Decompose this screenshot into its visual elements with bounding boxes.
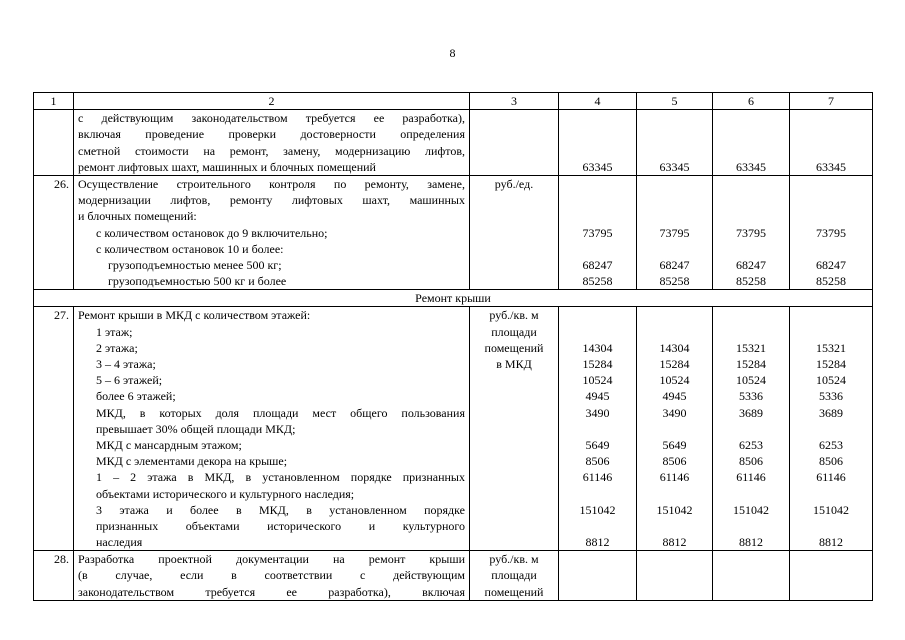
description-line: сметной стоимости на ремонт, замену, модернизацию лифтов, <box>78 143 465 158</box>
unit-label: руб./кв. м <box>489 308 539 323</box>
description-cell <box>74 175 470 289</box>
value: 4945 <box>585 389 610 404</box>
value-cell <box>637 551 713 601</box>
value: 73795 <box>736 225 766 240</box>
value: 3689 <box>739 405 763 420</box>
value: 8812 <box>819 535 843 550</box>
value: 8506 <box>585 454 610 469</box>
table-row <box>34 307 873 551</box>
value: 14304 <box>582 340 613 355</box>
value: 4945 <box>662 389 687 404</box>
description-cell <box>74 110 470 176</box>
unit-cell <box>470 175 559 289</box>
table-row <box>34 110 873 176</box>
value: 10524 <box>816 373 846 388</box>
section-title: Ремонт крыши <box>34 290 873 307</box>
value: 15321 <box>736 340 766 355</box>
section-row <box>34 290 873 307</box>
value: 8506 <box>819 454 843 469</box>
value: 68247 <box>736 257 766 272</box>
value: 5649 <box>662 437 687 452</box>
value: 3490 <box>662 405 687 420</box>
description-subitem: 1 – 2 этажа в МКД, в установленном порядке признанных <box>96 470 465 485</box>
unit-label: помещений <box>484 584 544 599</box>
description-line: (в случае, если в соответствии с действующим <box>78 568 465 583</box>
value: 5336 <box>739 389 763 404</box>
value-cell <box>559 551 637 601</box>
value-cell <box>713 175 790 289</box>
value: 14304 <box>659 340 690 355</box>
value: 73795 <box>659 225 690 240</box>
unit-label: помещений <box>484 340 544 355</box>
value: 10524 <box>659 373 690 388</box>
description-subitem: 3 – 4 этажа; <box>96 357 156 372</box>
description-subitem: с количеством остановок 10 и более: <box>96 241 284 256</box>
value: 68247 <box>582 257 613 272</box>
description-cell <box>74 551 470 601</box>
value: 8506 <box>662 454 687 469</box>
value: 151042 <box>733 502 769 517</box>
value-cell <box>637 110 713 176</box>
description-line: ремонт лифтовых шахт, машинных и блочных помещений <box>78 159 376 174</box>
value: 15284 <box>736 357 766 372</box>
description-subitem: 5 – 6 этажей; <box>96 373 163 388</box>
row-number: 28. <box>34 551 74 601</box>
value-cell <box>790 551 873 601</box>
table-row <box>34 175 873 289</box>
value-cell <box>559 110 637 176</box>
value: 8812 <box>585 535 610 550</box>
value-cell <box>790 175 873 289</box>
unit-cell <box>470 307 559 551</box>
value: 15284 <box>659 357 690 372</box>
value-column <box>713 307 790 551</box>
value: 8812 <box>739 535 763 550</box>
value: 3490 <box>585 405 610 420</box>
value: 10524 <box>736 373 766 388</box>
value: 151042 <box>813 502 849 517</box>
value: 85258 <box>659 274 690 289</box>
value: 15284 <box>582 357 613 372</box>
description-line: законодательством требуется ее разработка), включая <box>78 584 465 599</box>
value-cell <box>713 551 790 601</box>
value: 63345 <box>582 159 613 174</box>
value: 6253 <box>819 437 843 452</box>
unit-label: площади <box>491 568 537 583</box>
value: 61146 <box>816 470 846 485</box>
value: 151042 <box>579 502 616 517</box>
value: 61146 <box>582 470 613 485</box>
value-column <box>559 307 637 551</box>
description-line: Разработка проектной документации на ремонт крыши <box>78 552 465 567</box>
value: 73795 <box>816 225 846 240</box>
value: 15321 <box>816 340 846 355</box>
header-cell: 5 <box>637 93 713 110</box>
value: 8812 <box>662 535 687 550</box>
description-subitem: МКД с мансардным этажом; <box>96 437 242 452</box>
value: 68247 <box>659 257 690 272</box>
description-subitem: более 6 этажей; <box>96 389 176 404</box>
description-subitem: 1 этаж; <box>96 324 133 339</box>
description-line: и блочных помещений: <box>78 209 197 224</box>
value: 63345 <box>736 159 766 174</box>
description-line: включая проведение проверки достоверности определения <box>78 127 465 142</box>
description-line: с действующим законодательством требуется ее разработка), <box>78 111 465 126</box>
table-row <box>34 551 873 601</box>
unit-label: руб./ед. <box>494 176 534 191</box>
description-subitem: грузоподъемностью менее 500 кг; <box>108 257 282 272</box>
description-line: Осуществление строительного контроля по ремонту, замене, <box>78 176 465 191</box>
header-cell: 3 <box>470 93 559 110</box>
value: 10524 <box>582 373 613 388</box>
value: 151042 <box>656 502 693 517</box>
value: 8506 <box>739 454 763 469</box>
value: 63345 <box>816 159 846 174</box>
description-subitem: признанных объектами исторического и культурного <box>96 518 465 533</box>
description-subitem: МКД, в которых доля площади мест общего пользования <box>96 405 465 420</box>
value: 61146 <box>736 470 766 485</box>
value: 61146 <box>659 470 690 485</box>
header-cell: 2 <box>74 93 470 110</box>
value: 3689 <box>819 405 843 420</box>
description-subitem: грузоподъемностью 500 кг и более <box>108 274 287 289</box>
value-cell <box>559 175 637 289</box>
page-number: 8 <box>449 46 456 60</box>
unit-cell <box>470 551 559 601</box>
unit-label: руб./кв. м <box>489 552 539 567</box>
description-cell <box>74 307 470 551</box>
row-number-cell <box>34 110 74 176</box>
value-cell <box>790 110 873 176</box>
header-cell: 6 <box>713 93 790 110</box>
row-number: 26. <box>34 175 74 289</box>
header-cell: 1 <box>34 93 74 110</box>
value: 5649 <box>585 437 610 452</box>
value-column <box>637 307 713 551</box>
description-subitem: превышает 30% общей площади МКД; <box>96 421 296 436</box>
value: 73795 <box>582 225 613 240</box>
description-subitem: с количеством остановок до 9 включительно; <box>96 225 328 240</box>
header-row <box>34 93 873 110</box>
value-column <box>790 307 873 551</box>
value: 63345 <box>659 159 690 174</box>
description-subitem: объектами исторического и культурного наследия; <box>96 486 355 501</box>
value: 5336 <box>819 389 843 404</box>
unit-label: в МКД <box>496 357 532 372</box>
description-subitem: наследия <box>96 535 143 550</box>
value: 85258 <box>816 274 846 289</box>
description-subitem: МКД с элементами декора на крыше; <box>96 454 288 469</box>
description-line: модернизации лифтов, ремонту лифтовых шахт, машинных <box>78 193 465 208</box>
description-line: Ремонт крыши в МКД с количеством этажей: <box>78 308 311 323</box>
header-cell: 4 <box>559 93 637 110</box>
value: 6253 <box>739 437 763 452</box>
rates-table <box>33 92 873 601</box>
value: 15284 <box>816 357 846 372</box>
value-cell <box>637 175 713 289</box>
description-subitem: 3 этажа и более в МКД, в установленном порядке <box>96 502 465 517</box>
header-cell: 7 <box>790 93 873 110</box>
unit-cell <box>470 110 559 176</box>
unit-label: площади <box>491 324 537 339</box>
row-number: 27. <box>34 307 74 551</box>
value: 85258 <box>736 274 766 289</box>
description-subitem: 2 этажа; <box>96 340 138 355</box>
value: 68247 <box>816 257 846 272</box>
value: 85258 <box>582 274 613 289</box>
value-cell <box>713 110 790 176</box>
